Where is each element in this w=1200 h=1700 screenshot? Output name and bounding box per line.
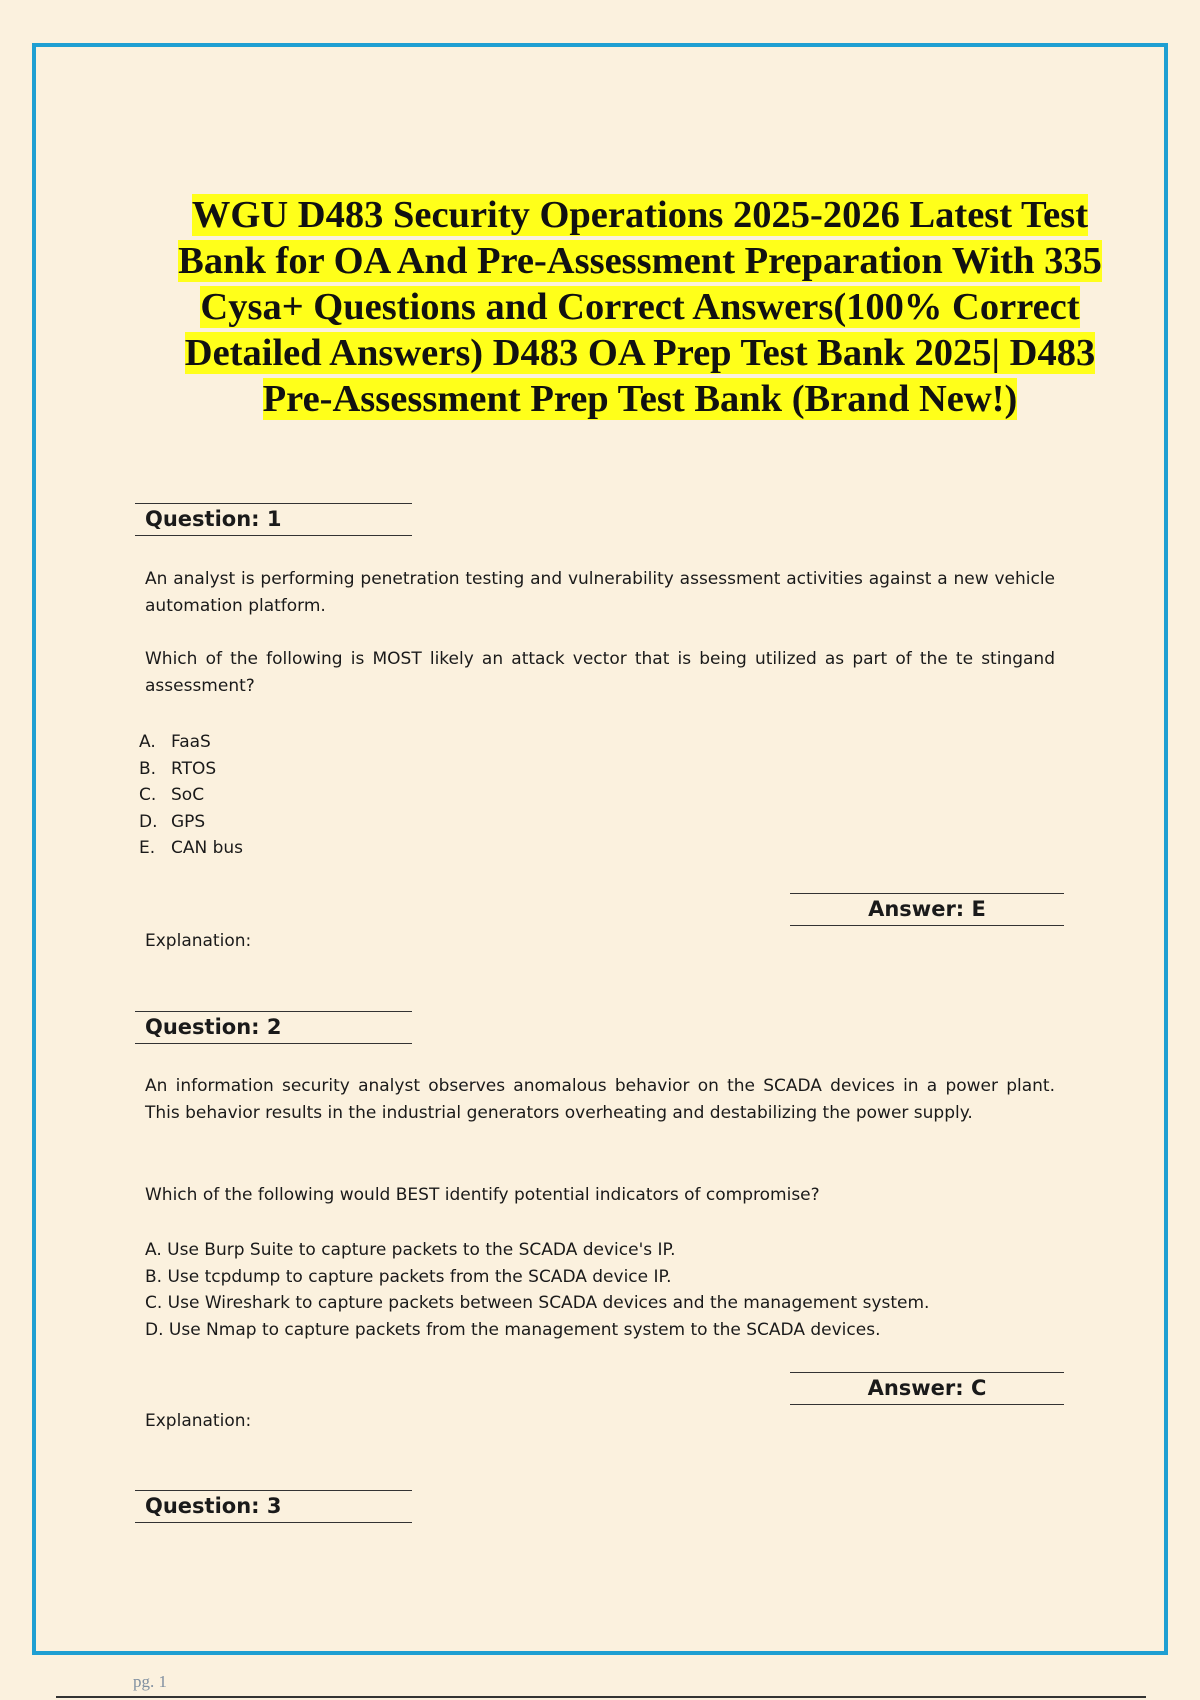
option-b: B. Use tcpdump to capture packets from the SCADA device IP. xyxy=(145,1266,672,1287)
option-text: CAN bus xyxy=(171,838,244,858)
question-2-answer: Answer: C xyxy=(790,1372,1064,1405)
question-1-explanation: Explanation: xyxy=(145,931,252,951)
option-c: C. Use Wireshark to capture packets between SCADA devices and the management system. xyxy=(145,1293,930,1313)
question-2-options xyxy=(145,1237,929,1343)
option-b xyxy=(139,756,243,783)
page-number: pg. 1 xyxy=(133,1672,167,1691)
question-2-explanation: Explanation: xyxy=(145,1411,252,1431)
option-letter: A. xyxy=(139,732,156,752)
question-2-heading: Question: 2 xyxy=(135,1011,412,1044)
option-letter: C. xyxy=(139,785,157,805)
option-letter: B. xyxy=(139,758,157,779)
option-e xyxy=(139,835,243,862)
question-3-heading: Question: 3 xyxy=(135,1490,412,1523)
title-line: Cysa+ Questions and Correct Answers(100% Correct xyxy=(200,286,1080,328)
option-a xyxy=(139,729,243,756)
title-line: Detailed Answers) D483 OA Prep Test Bank 2025| D483 xyxy=(184,332,1096,374)
question-2-prompt: Which of the following would BEST identify potential indicators of compromise? xyxy=(145,1185,820,1205)
option-text: FaaS xyxy=(171,732,211,752)
question-1-heading: Question: 1 xyxy=(135,503,412,536)
option-d xyxy=(139,809,243,836)
title-line: Pre-Assessment Prep Test Bank (Brand New!) xyxy=(262,378,1018,420)
option-letter: D. xyxy=(139,811,158,832)
document-title xyxy=(140,192,1140,422)
option-c xyxy=(139,782,243,809)
question-2-stem: An information security analyst observes anomalous behavior on the SCADA devices in a power plant. This behavior results in the industrial generators overheating and destabilizing the power supply. xyxy=(145,1076,1055,1123)
option-text: SoC xyxy=(171,785,205,805)
question-1-stem: An analyst is performing penetration testing and vulnerability assessment activities against a new vehicle automation platform. xyxy=(145,569,1055,616)
footer-divider xyxy=(56,1696,1146,1698)
title-line: Bank for OA And Pre-Assessment Preparation With 335 xyxy=(178,240,1102,282)
option-text: GPS xyxy=(171,811,206,832)
title-line: WGU D483 Security Operations 2025-2026 Latest Test xyxy=(191,194,1089,236)
option-d: D. Use Nmap to capture packets from the management system to the SCADA devices. xyxy=(145,1319,881,1340)
question-1-answer: Answer: E xyxy=(790,893,1064,926)
option-a: A. Use Burp Suite to capture packets to the SCADA device's IP. xyxy=(145,1240,676,1260)
question-1-prompt: Which of the following is MOST likely an attack vector that is being utilized as part of the te stingand assessment? xyxy=(145,649,1055,696)
question-1-options xyxy=(139,729,243,862)
option-text: RTOS xyxy=(171,758,217,779)
option-letter: E. xyxy=(139,838,156,858)
